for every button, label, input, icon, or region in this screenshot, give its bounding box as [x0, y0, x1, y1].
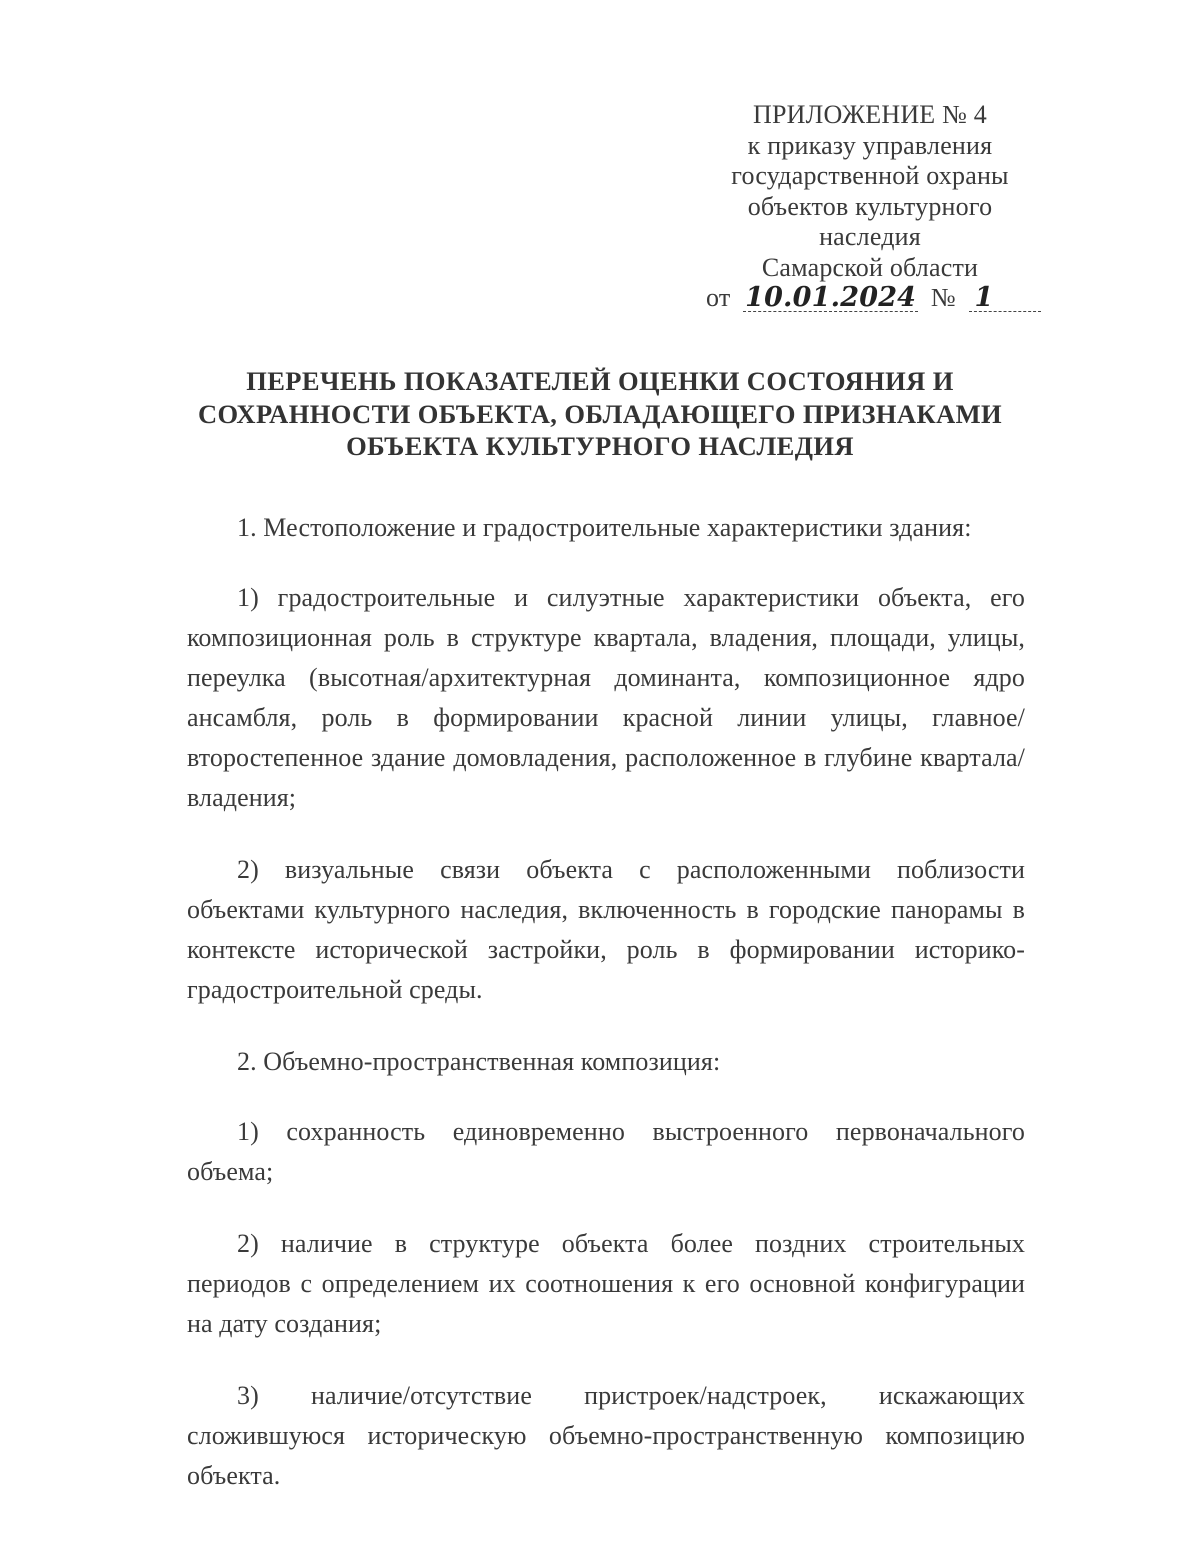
list-item: 1) градостроительные и силуэтные характеристики объекта, его композиционная роль в структуре квартала, владения, площади, улицы, переулка (высотная/архитектурная доминанта, композиционное ядро ансамбля, роль в формировании красной линии улицы, главное/второстепенное здание домовладения, расположенное в глубине квартала/владения; [187, 583, 1025, 812]
section-heading: 1. Местоположение и градостроительные характеристики здания: [237, 513, 972, 542]
order-date-line [690, 283, 1050, 314]
appendix-line: к приказу управления [747, 130, 993, 160]
appendix-line: государственной охраны [731, 161, 1009, 190]
document-body [187, 508, 1025, 1528]
appendix-line: объектов культурного [747, 191, 993, 221]
list-item: 2) визуальные связи объекта с расположенными поблизости объектами культурного наследия, включенность в городские панорамы в контексте исторической застройки, роль в формировании историко-градостроительной среды. [187, 855, 1025, 1004]
list-item: 2) наличие в структуре объекта более поздних строительных периодов с определением их соотношения к его основной конфигурации на дату создания; [187, 1229, 1025, 1338]
section-heading: 2. Объемно-пространственная композиция: [237, 1047, 721, 1076]
number-prefix: № [930, 283, 956, 312]
appendix-line: наследия [819, 222, 921, 251]
document-title [150, 365, 1050, 463]
appendix-header [690, 100, 1050, 314]
appendix-label: ПРИЛОЖЕНИЕ № 4 [753, 100, 987, 129]
title-line: ОБЪЕКТА КУЛЬТУРНОГО НАСЛЕДИЯ [346, 431, 854, 461]
list-item: 3) наличие/отсутствие пристроек/надстроек, искажающих сложившуюся историческую объемно-пространственную композицию объекта. [187, 1381, 1025, 1490]
appendix-line: Самарской области [761, 252, 979, 282]
list-item: 1) сохранность единовременно выстроенного первоначального объема; [187, 1117, 1025, 1186]
title-line: СОХРАННОСТИ ОБЪЕКТА, ОБЛАДАЮЩЕГО ПРИЗНАКАМИ [197, 398, 1003, 429]
handwritten-number: 1 [969, 285, 1041, 312]
date-prefix: от [706, 283, 731, 312]
title-line: ПЕРЕЧЕНЬ ПОКАЗАТЕЛЕЙ ОЦЕНКИ СОСТОЯНИЯ И [246, 366, 954, 396]
handwritten-date: 10.01.2024 [745, 282, 917, 313]
